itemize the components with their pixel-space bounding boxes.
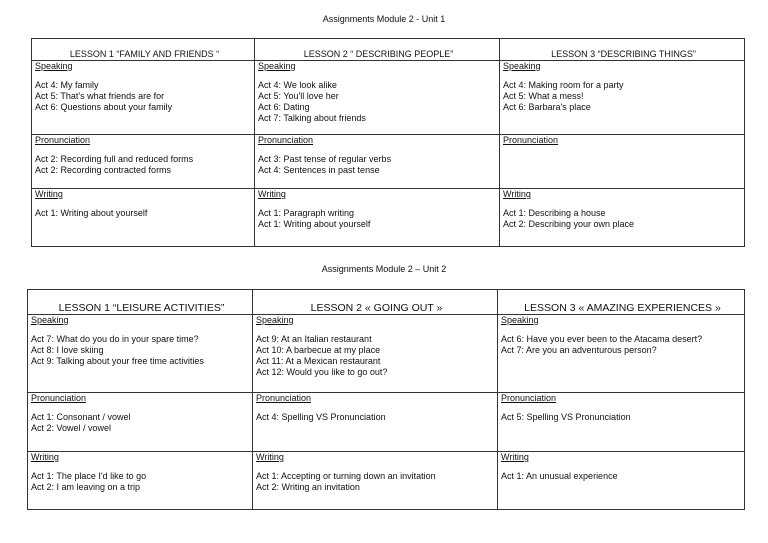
pronunciation-cell bbox=[28, 393, 253, 452]
spacer bbox=[503, 146, 744, 154]
activity-item: Act 1: The place I'd like to go bbox=[31, 471, 147, 481]
activity-item: Act 1: Writing about yourself bbox=[258, 219, 371, 229]
activity-item: Act 2: Vowel / vowel bbox=[31, 423, 112, 433]
speaking-cell bbox=[498, 315, 745, 393]
writing-cell bbox=[500, 189, 745, 247]
writing-label: Writing bbox=[258, 189, 286, 199]
writing-label: Writing bbox=[501, 452, 529, 462]
activity-item: Act 5: What a mess! bbox=[503, 91, 584, 101]
pronunciation-label: Pronunciation bbox=[35, 135, 91, 145]
writing-cell bbox=[32, 189, 255, 247]
speaking-label: Speaking bbox=[35, 61, 73, 71]
pronunciation-label: Pronunciation bbox=[501, 393, 557, 403]
writing-cell bbox=[498, 452, 745, 510]
spacer bbox=[258, 200, 499, 208]
activity-item: Act 4: Making room for a party bbox=[503, 80, 624, 90]
spacer bbox=[503, 200, 744, 208]
activity-item: Act 6: Questions about your family bbox=[35, 102, 173, 112]
writing-label: Writing bbox=[31, 452, 59, 462]
writing-label: Writing bbox=[256, 452, 284, 462]
activity-item: Act 4: Sentences in past tense bbox=[258, 165, 380, 175]
activity-item: Act 3: Past tense of regular verbs bbox=[258, 154, 392, 164]
lesson-title: LESSON 2 « GOING OUT » bbox=[253, 290, 498, 315]
activity-item: Act 1: Consonant / vowel bbox=[31, 412, 131, 422]
spacer bbox=[35, 200, 254, 208]
lesson-title: LESSON 3 « AMAZING EXPERIENCES » bbox=[498, 290, 745, 315]
activity-item: Act 9: Talking about your free time activities bbox=[31, 356, 204, 366]
pronunciation-cell bbox=[32, 135, 255, 189]
pronunciation-label: Pronunciation bbox=[503, 135, 559, 145]
activity-item: Act 6: Dating bbox=[258, 102, 310, 112]
writing-cell bbox=[253, 452, 498, 510]
speaking-label: Speaking bbox=[31, 315, 69, 325]
spacer bbox=[35, 72, 254, 80]
spacer bbox=[256, 326, 497, 334]
activity-item: Act 1: Accepting or turning down an invitation bbox=[256, 471, 436, 481]
activity-item: Act 2: Recording contracted forms bbox=[35, 165, 172, 175]
activity-item: Act 1: An unusual experience bbox=[501, 471, 618, 481]
activity-item: Act 5: You'll love her bbox=[258, 91, 339, 101]
spacer bbox=[501, 326, 744, 334]
speaking-cell bbox=[255, 61, 500, 135]
writing-cell bbox=[255, 189, 500, 247]
speaking-cell bbox=[32, 61, 255, 135]
activity-item: Act 5: That's what friends are for bbox=[35, 91, 165, 101]
activity-item: Act 1: Paragraph writing bbox=[258, 208, 355, 218]
spacer bbox=[35, 146, 254, 154]
pronunciation-label: Pronunciation bbox=[256, 393, 312, 403]
writing-cell bbox=[28, 452, 253, 510]
activity-item: Act 9: At an Italian restaurant bbox=[256, 334, 372, 344]
spacer bbox=[256, 463, 497, 471]
speaking-label: Speaking bbox=[503, 61, 541, 71]
activity-item: Act 2: Writing an invitation bbox=[256, 482, 360, 492]
activity-item: Act 1: Writing about yourself bbox=[35, 208, 148, 218]
spacer bbox=[31, 463, 252, 471]
activity-item: Act 2: Describing your own place bbox=[503, 219, 635, 229]
pronunciation-label: Pronunciation bbox=[258, 135, 314, 145]
activity-item: Act 6: Barbara's place bbox=[503, 102, 591, 112]
pronunciation-cell bbox=[498, 393, 745, 452]
speaking-cell bbox=[500, 61, 745, 135]
speaking-cell bbox=[253, 315, 498, 393]
activity-item: Act 1: Describing a house bbox=[503, 208, 606, 218]
pronunciation-cell bbox=[253, 393, 498, 452]
spacer bbox=[501, 463, 744, 471]
speaking-label: Speaking bbox=[256, 315, 294, 325]
activity-item: Act 7: Are you an adventurous person? bbox=[501, 345, 657, 355]
unit1-heading: Assignments Module 2 - Unit 1 bbox=[322, 14, 446, 24]
lesson-title: LESSON 3 “DESCRIBING THINGS” bbox=[500, 39, 745, 61]
spacer bbox=[31, 404, 252, 412]
spacer bbox=[501, 404, 744, 412]
spacer bbox=[258, 146, 499, 154]
writing-label: Writing bbox=[503, 189, 531, 199]
activity-item: Act 12: Would you like to go out? bbox=[256, 367, 388, 377]
spacer bbox=[256, 404, 497, 412]
activity-item: Act 2: I am leaving on a trip bbox=[31, 482, 141, 492]
speaking-label: Speaking bbox=[258, 61, 296, 71]
spacer bbox=[31, 326, 252, 334]
activity-item: Act 7: Talking about friends bbox=[258, 113, 366, 123]
activity-item: Act 5: Spelling VS Pronunciation bbox=[501, 412, 631, 422]
activity-item: Act 8: I love skiing bbox=[31, 345, 104, 355]
activity-item: Act 6: Have you ever been to the Atacama desert? bbox=[501, 334, 703, 344]
activity-item: Act 4: My family bbox=[35, 80, 99, 90]
speaking-cell bbox=[28, 315, 253, 393]
pronunciation-label: Pronunciation bbox=[31, 393, 87, 403]
activity-item: Act 11: At a Mexican restaurant bbox=[256, 356, 381, 366]
unit1-table bbox=[31, 38, 745, 247]
pronunciation-cell bbox=[255, 135, 500, 189]
activity-item: Act 4: We look alike bbox=[258, 80, 337, 90]
lesson-title: LESSON 1 “FAMILY AND FRIENDS “ bbox=[32, 39, 255, 61]
lesson-title: LESSON 1 “LEISURE ACTIVITIES” bbox=[28, 290, 253, 315]
pronunciation-cell bbox=[500, 135, 745, 189]
unit2-table bbox=[27, 289, 745, 510]
lesson-title: LESSON 2 “ DESCRIBING PEOPLE” bbox=[255, 39, 500, 61]
spacer bbox=[258, 72, 499, 80]
activity-item: Act 10: A barbecue at my place bbox=[256, 345, 381, 355]
spacer bbox=[503, 72, 744, 80]
activity-item: Act 4: Spelling VS Pronunciation bbox=[256, 412, 386, 422]
activity-item: Act 2: Recording full and reduced forms bbox=[35, 154, 194, 164]
writing-label: Writing bbox=[35, 189, 63, 199]
activity-item: Act 7: What do you do in your spare time? bbox=[31, 334, 199, 344]
unit2-heading: Assignments Module 2 – Unit 2 bbox=[321, 264, 447, 274]
speaking-label: Speaking bbox=[501, 315, 539, 325]
